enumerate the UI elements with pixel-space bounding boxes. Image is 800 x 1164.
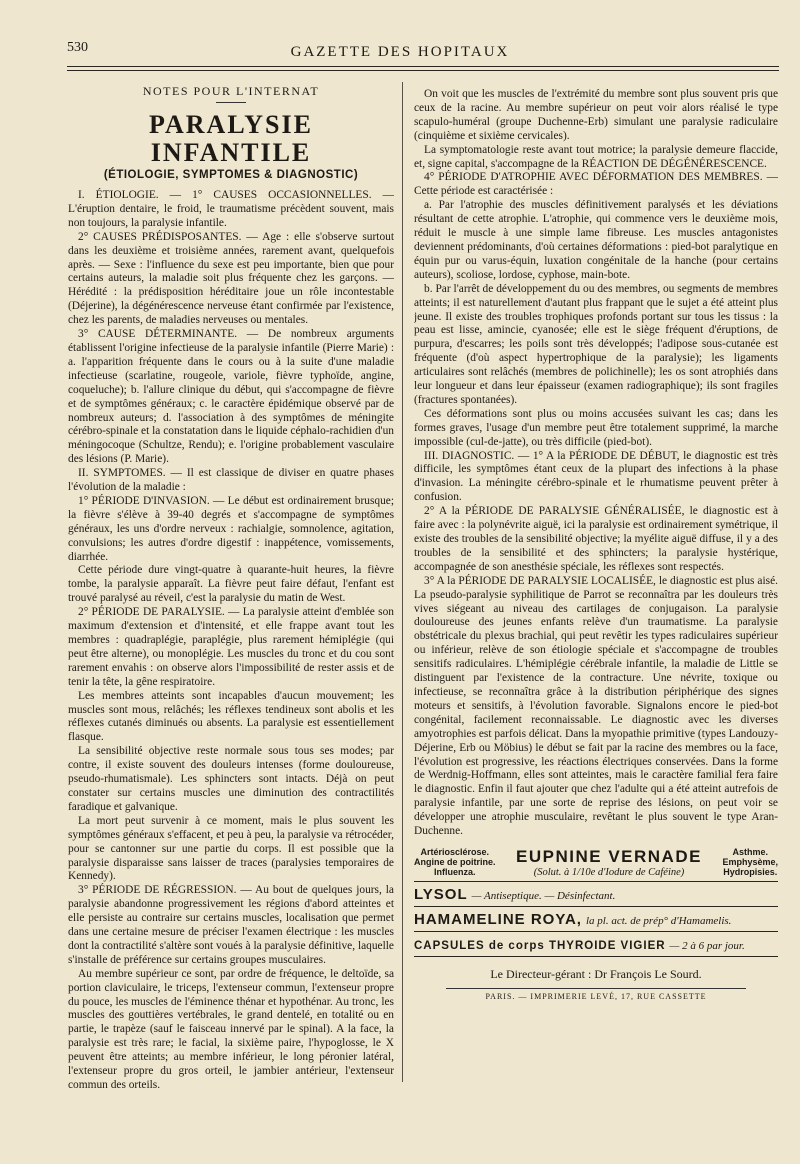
article-subtitle: (ÉTIOLOGIE, SYMPTOMES & DIAGNOSTIC) xyxy=(103,169,359,181)
paragraph: 3° CAUSE DÉTERMINANTE. — De nombreux arguments établissent l'origine infectieuse de la paralysie infantile (Pierre Marie) : a. l'apparition fréquente dans le cours ou à la suite d'une maladie infectieuse (scarlatine, rougeole, variole, fièvre typhoïde, angine, coqueluche); b. l'allure clinique du début, qui s'accompagne de fièvre et de symptômes généraux; c. le caractère épidémique observé par de nombreux auteurs; d. l'association à des symptômes de méningite cérébro-spinale et la constatation dans le liquide céphalo-rachidien d'un méningocoque (Schultze, Rendu); e. l'origine probablement vasculaire des lésions (P. Marie). xyxy=(68,328,394,466)
right-column xyxy=(414,88,778,1001)
left-column xyxy=(68,82,394,1093)
paragraph: 2° A la PÉRIODE DE PARALYSIE GÉNÉRALISÉE, le diagnostic est à faire avec : la polynévrite aiguë, ici la paralysie est ordinairement symétrique, il existe des troubles de la sensibilité objective; la myélite aiguë diffuse, il y a des troubles de la sensibilité et des sphincters; la paralysie hystérique, accompagnée de son anesthésie spéciale, les réflexes sont respectés. xyxy=(414,505,778,573)
advertisements xyxy=(414,847,778,957)
paragraph: I. ÉTIOLOGIE. — 1° CAUSES OCCASIONNELLES. — L'éruption dentaire, le froid, le traumatisme précèdent souvent, mais non toujours, la paralysie infantile. xyxy=(68,189,394,229)
paragraph: Ces déformations sont plus ou moins accusées suivant les cas; dans les formes graves, l'usage d'un membre peut être totalement supprimé, la marche impossible (cul-de-jatte), ou très difficile (pied-bot). xyxy=(414,407,778,448)
paragraph: Les membres atteints sont incapables d'aucun mouvement; les muscles sont mous, relâchés; les réflexes tendineux sont abolis et les réflexes cutanés diminués ou absents. La paralysie est essentiellement flasque. xyxy=(68,689,394,744)
ad-eupnine-brand: EUPNINE VERNADE xyxy=(516,846,702,866)
ad-lysol-brand: LYSOL xyxy=(414,885,468,903)
page-number: 530 xyxy=(67,40,88,55)
ad-text: Influenza. xyxy=(434,867,476,878)
ad-capsules xyxy=(414,932,778,957)
ad-hamameline-desc: la pl. act. de prép° d'Hamamelis. xyxy=(585,914,732,927)
ad-hamameline-brand: HAMAMELINE ROYA, xyxy=(414,910,582,928)
paragraph: II. SYMPTOMES. — Il est classique de diviser en quatre phases l'évolution de la maladie : xyxy=(68,467,394,494)
paragraph: Au membre supérieur ce sont, par ordre de fréquence, le deltoïde, sa portion claviculaire, le triceps, l'extenseur commun, l'extenseur propre du pouce, les muscles de l'éminence thénar et hypothénar. Au tronc, les muscles des gouttières vertébrales, le grand dentelé, en totalité ou en partie, le trapèze (sauf le faisceau innervé par le spinal). A la face, la paralysie est très rare; le facial, la sixième paire, l'hypoglosse, le X peuvent être atteints; au membre inférieur, le long péronier latéral, l'extenseur propre du gros orteil, le jambier antérieur, l'extenseur commun des orteils. xyxy=(68,967,394,1091)
rubric-heading: NOTES POUR L'INTERNAT xyxy=(142,84,320,98)
ad-text: Angine de poitrine. xyxy=(414,857,496,868)
paragraph: 3° A la PÉRIODE DE PARALYSIE LOCALISÉE, le diagnostic est plus aisé. La pseudo-paralysie syphilitique de Parrot se reconnaîtra par les douleurs très vives siégeant au niveau des cartilages de conjugaison. La paralysie douloureuse des jeunes enfants relève d'un traumatisme. La paralysie obstétricale du plexus brachial, qui peut revêtir les types radiculaires supérieur ou inférieur, relève de son étiologie spéciale et s'accompagne de troubles sensitifs radiculaires. L'hémiplégie cérébrale infantile, la maladie de Little se distinguent par l'existence de la contracture. Une névrite, toxique ou infectieuse, se reconnaîtra grâce à la distribution périphérique des signes moteurs et sensitifs, à l'évolution favorable. Signalons encore le pied-bot congénital, facilement reconnaissable. Le diagnostic avec les diverses amyotrophies est parfois délicat. Dans la myopathie primitive (types Landouzy-Déjerine, Erb ou Möbius) le début se fait par la racine des membres ou la face, l'évolution est progressive, les réactions électriques conservées. Dans la forme de Werdnig-Hoffmann, elles sont atteintes, mais le caractère familial fera faire le diagnostic. Enfin il faut ajouter que chez l'adulte qui a été atteint autrefois de paralysie infantile, par une sorte de reprise des lésions, on peut voir se développer une atrophie musculaire, revêtant le plus souvent le type Aran-Duchenne. xyxy=(414,574,778,838)
ad-eupnine-indications-right xyxy=(722,847,778,877)
paragraph: 2° CAUSES PRÉDISPOSANTES. — Age : elle s'observe surtout dans les deuxième et troisième années, rarement avant, quelquefois après. — Sexe : l'influence du sexe est peu importante, bien que pour certains auteurs, la maladie soit plus fréquente chez les garçons. — Hérédité : la prédisposition héréditaire joue un rôle incontestable (Déjerine), la dégénérescence nerveuse étant confirmée par l'existence, chez les parents, de maladies nerveuses ou mentales. xyxy=(68,230,394,327)
ad-capsules-desc: — 2 à 6 par jour. xyxy=(669,939,745,952)
header-rule xyxy=(67,66,779,67)
printer-line: PARIS. — IMPRIMERIE LEVÉ, 17, RUE CASSETTE xyxy=(446,988,746,1001)
article-title: PARALYSIE INFANTILE xyxy=(149,110,313,167)
ad-capsules-brand: CAPSULES de corps THYROIDE VIGIER xyxy=(414,939,666,952)
ad-lysol xyxy=(414,882,778,907)
ad-lysol-desc: — Antiseptique. — Désinfectant. xyxy=(471,889,616,902)
ad-eupnine-center xyxy=(516,847,702,878)
journal-title: GAZETTE DES HOPITAUX xyxy=(290,44,510,60)
paragraph: Cette période dure vingt-quatre à quarante-huit heures, la fièvre tombe, la paralysie apparaît. La fièvre peut faire défaut, l'enfant est trouvé paralysé au réveil, c'est la paralysie du matin de West. xyxy=(68,564,394,605)
ad-text: Hydropisies. xyxy=(723,867,778,878)
rubric-rule xyxy=(216,102,246,103)
paragraph: III. DIAGNOSTIC. — 1° A la PÉRIODE DE DÉBUT, le diagnostic est très difficile, les symptômes étant ceux de la plupart des infections à la phase d'invasion. La méningite cérébro-spinale et le rhumatisme peuvent prêter à confusion. xyxy=(414,449,778,504)
paragraph: La symptomatologie reste avant tout motrice; la paralysie demeure flaccide, et, signe capital, s'accompagne de la RÉACTION DE DÉGÉNÉRESCENCE. xyxy=(414,143,778,170)
ad-eupnine-formula: (Solut. à 1/10e d'Iodure de Caféine) xyxy=(533,866,685,878)
ad-text: Emphysème, xyxy=(722,857,778,868)
paragraph: 1° PÉRIODE D'INVASION. — Le début est ordinairement brusque; la fièvre s'élève à 39-40 degrés et s'accompagne de symptômes généraux, les uns d'ordre nerveux : rachialgie, somnolence, agitation, convulsions; les autres d'ordre digestif : inappétence, vomissements, diarrhée. xyxy=(68,494,394,563)
ad-hamameline xyxy=(414,907,778,932)
ad-text: Artériosclérose. xyxy=(420,847,490,858)
paragraph: a. Par l'atrophie des muscles définitivement paralysés et les déviations résultant de cette atrophie. L'atrophie, qui commence vers le deuxième mois, réduit le muscle à une simple lame fibreuse. Les muscles antagonistes deviennent prédominants, d'où certaines déformations : pied-bot paralytique en équin pur ou varus-équin, luxation congénitale de la hanche (pour certains auteurs), scoliose, lordose, cyphose, main-bote. xyxy=(414,199,778,281)
column-divider xyxy=(402,82,403,1082)
paragraph: On voit que les muscles de l'extrémité du membre sont plus souvent pris que ceux de la racine. Au membre supérieur on peut voir alors réalisé le type scapulo-huméral (groupe Duchenne-Erb) simulant une paralysie radiculaire (cinquième et sixième cervicales). xyxy=(414,88,778,142)
header-rule-thin xyxy=(67,70,779,71)
paragraph: La sensibilité objective reste normale sous tous ses modes; par contre, il existe souvent des douleurs intenses (forme douloureuse, pseudo-rhumatismale). Les sphincters sont intacts. Déjà on peut constater sur certains muscles une diminution des contractilités faradique et galvanique. xyxy=(68,745,394,813)
paragraph: La mort peut survenir à ce moment, mais le plus souvent les symptômes généraux s'effacent, et peu à peu, la paralysie va rétrocéder, pour se cantonner sur une partie du corps. Il est possible que la paralysie disparaisse sans laisser de traces (paralysies temporaires de Kennedy). xyxy=(68,814,394,883)
paragraph: b. Par l'arrêt de développement du ou des membres, ou segments de membres atteints; il est naturellement d'autant plus frappant que le sujet a été atteint plus jeune. Il existe des troubles trophiques profonds portant sur tous les tissus : la peau est lisse, amincie, cyanosée; elle est le siège fréquent d'éruptions, de purpura, d'escarres; les poils sont très développés; l'adipose sous-cutanée est fréquente (d'où aspect hypertrophique de la paralysie); les ligaments articulaires sont relâchés (membres de polichinelle); les os sont atrophiés dans leur longueur et dans leur épaisseur (examen radiographique); ils sont fragiles (fractures spontanées). xyxy=(414,282,778,406)
paragraph: 3° PÉRIODE DE RÉGRESSION. — Au bout de quelques jours, la paralysie abandonne progressivement les régions d'abord atteintes et elle persiste au contraire sur certains muscles, localisation que permet dans une certaine mesure de préciser l'examen électrique : les muscles dont la contractilité s'altère sont voués à la paralysie définitive, laquelle s'installe de préférence sur certains groupes musculaires. xyxy=(68,884,394,966)
ad-text: Asthme. xyxy=(732,847,768,858)
ad-eupnine-indications-left xyxy=(414,847,496,877)
paragraph: 2° PÉRIODE DE PARALYSIE. — La paralysie atteint d'emblée son maximum d'extension et d'intensité, et elle frappe avant tout les membres : quadraplégie, paraplégie, plus rarement hémiplégie (qui peut être alterne), ou monoplégie. Les muscles du tronc et du cou sont rarement envahis : on observe alors l'impossibilité de rester assis et de tenir la tête, la gêne respiratoire. xyxy=(68,606,394,688)
paragraph: 4° PÉRIODE D'ATROPHIE AVEC DÉFORMATION DES MEMBRES. — Cette période est caractérisée : xyxy=(414,171,778,198)
ad-eupnine xyxy=(414,847,778,882)
director-line: Le Directeur-gérant : Dr François Le Sourd. xyxy=(490,966,702,981)
